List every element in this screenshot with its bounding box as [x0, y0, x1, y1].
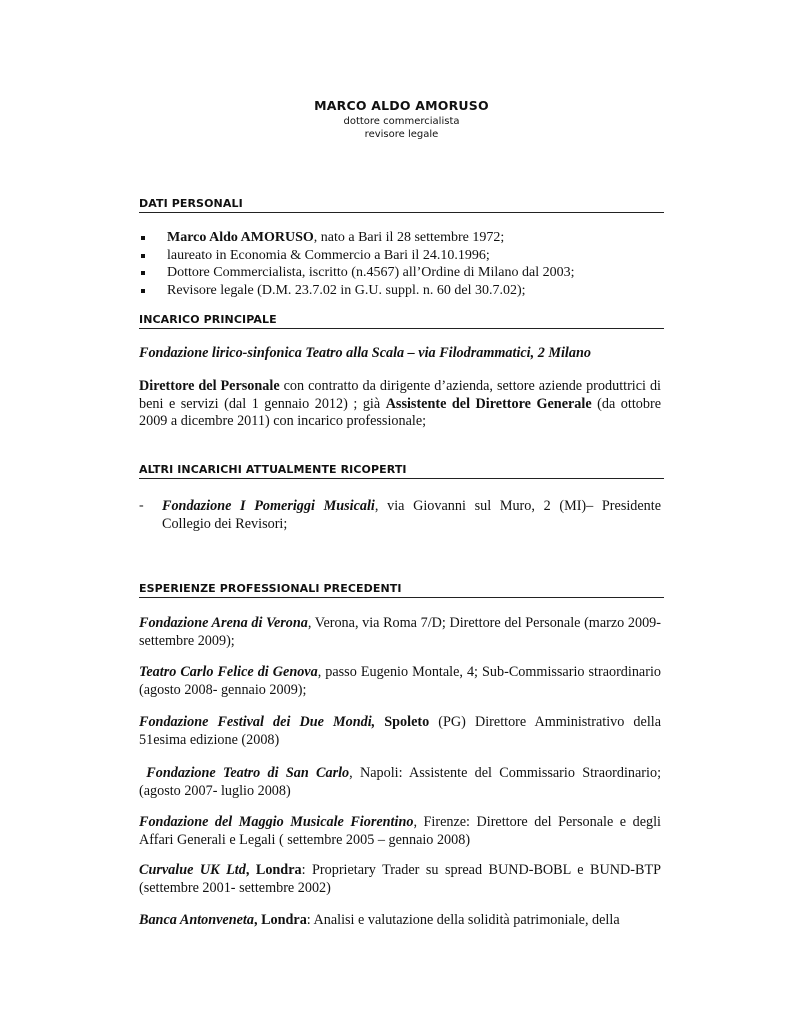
organization-name: Fondazione I Pomeriggi Musicali: [162, 498, 375, 514]
organization-name: Fondazione del Maggio Musicale Fiorentino: [139, 814, 414, 830]
experience-item: [139, 765, 661, 800]
city-name: , Londra: [253, 912, 307, 928]
role-text-1: con contratto da dirigente d’azienda, settore aziende produttrici di beni e servizi (dal 1 gennaio 2012) ; già: [139, 378, 662, 412]
bullet-icon: [141, 271, 145, 275]
organization-name: Banca Antonveneta: [139, 912, 254, 928]
person-name: Marco Aldo AMORUSO: [167, 230, 314, 245]
section-heading-personal: DATI PERSONALI: [139, 197, 664, 213]
register-info: Dottore Commercialista, iscritto (n.4567) all’Ordine di Milano dal 2003;: [167, 265, 575, 280]
bullet-icon: [141, 289, 145, 293]
organization-name: Fondazione Teatro di San Carlo: [146, 765, 350, 781]
organization-name: Fondazione Arena di Verona: [139, 615, 308, 631]
dash-marker: -: [139, 498, 144, 513]
other-role-item: [162, 498, 661, 533]
experience-item: [139, 912, 661, 930]
experience-item: [139, 862, 661, 897]
role-text-2: (da ottobre 2009 a dicembre 2011) con incarico professionale;: [139, 395, 661, 429]
organization-name: Fondazione lirico-sinfonica Teatro alla Scala – via Filodrammatici, 2 Milano: [139, 345, 591, 361]
experience-item: [139, 615, 661, 650]
section-heading-other-roles: ALTRI INCARICHI ATTUALMENTE RICOPERTI: [139, 463, 664, 479]
list-item: [139, 282, 574, 300]
section-heading-main-role: INCARICO PRINCIPALE: [139, 313, 664, 329]
list-item: [139, 229, 574, 247]
experience-text: (PG) Direttore Amministrativo della 51esima edizione (2008): [139, 714, 662, 748]
list-item: [139, 264, 574, 282]
organization-name: Fondazione Festival dei Due Mondi,: [139, 714, 376, 730]
section-heading-experience: ESPERIENZE PROFESSIONALI PRECEDENTI: [139, 582, 664, 598]
degree-info: laureato in Economia & Commercio a Bari il 24.10.1996;: [167, 247, 490, 263]
role-title: Direttore del Personale: [139, 378, 280, 394]
experience-item: [139, 714, 661, 749]
cv-name: MARCO ALDO AMORUSO: [314, 98, 489, 113]
experience-text: , Firenze: Direttore del Personale e degli Affari Generali e Legali ( settembre 2005 – gennaio 2008): [139, 814, 661, 848]
cv-title-1: dottore commercialista: [343, 116, 460, 127]
role-previous-title: Assistente del Direttore Generale: [385, 395, 592, 412]
birth-info: , nato a Bari il 28 settembre 1972;: [313, 230, 505, 245]
list-item: [139, 247, 574, 265]
other-role-text: , via Giovanni sul Muro, 2 (MI)– Presidente Collegio dei Revisori;: [162, 498, 662, 532]
experience-text: : Proprietary Trader su spread BUND-BOBL e BUND-BTP (settembre 2001- settembre 2002): [139, 862, 662, 896]
bullet-icon: [141, 254, 145, 258]
experience-item: [139, 664, 661, 699]
bullet-icon: [141, 236, 145, 240]
experience-text: , Napoli: Assistente del Commissario Straordinario; (agosto 2007- luglio 2008): [139, 765, 662, 799]
main-role-paragraph: [139, 378, 661, 431]
experience-text: : Analisi e valutazione della solidità patrimoniale, della: [306, 912, 620, 928]
experience-text: , Verona, via Roma 7/D; Direttore del Personale (marzo 2009- settembre 2009);: [139, 615, 661, 649]
organization-name: Teatro Carlo Felice di Genova: [139, 664, 318, 680]
cv-title-2: revisore legale: [364, 129, 439, 140]
organization-name: Curvalue UK Ltd: [139, 862, 246, 878]
city-name: Spoleto: [375, 714, 430, 730]
experience-text: , passo Eugenio Montale, 4; Sub-Commissario straordinario (agosto 2008- gennaio 2009);: [139, 664, 661, 698]
personal-list: [139, 229, 574, 299]
main-role-organization: [139, 345, 661, 363]
auditor-info: Revisore legale (D.M. 23.7.02 in G.U. suppl. n. 60 del 30.7.02);: [167, 282, 526, 298]
experience-item: [139, 814, 661, 849]
city-name: , Londra: [245, 862, 302, 878]
